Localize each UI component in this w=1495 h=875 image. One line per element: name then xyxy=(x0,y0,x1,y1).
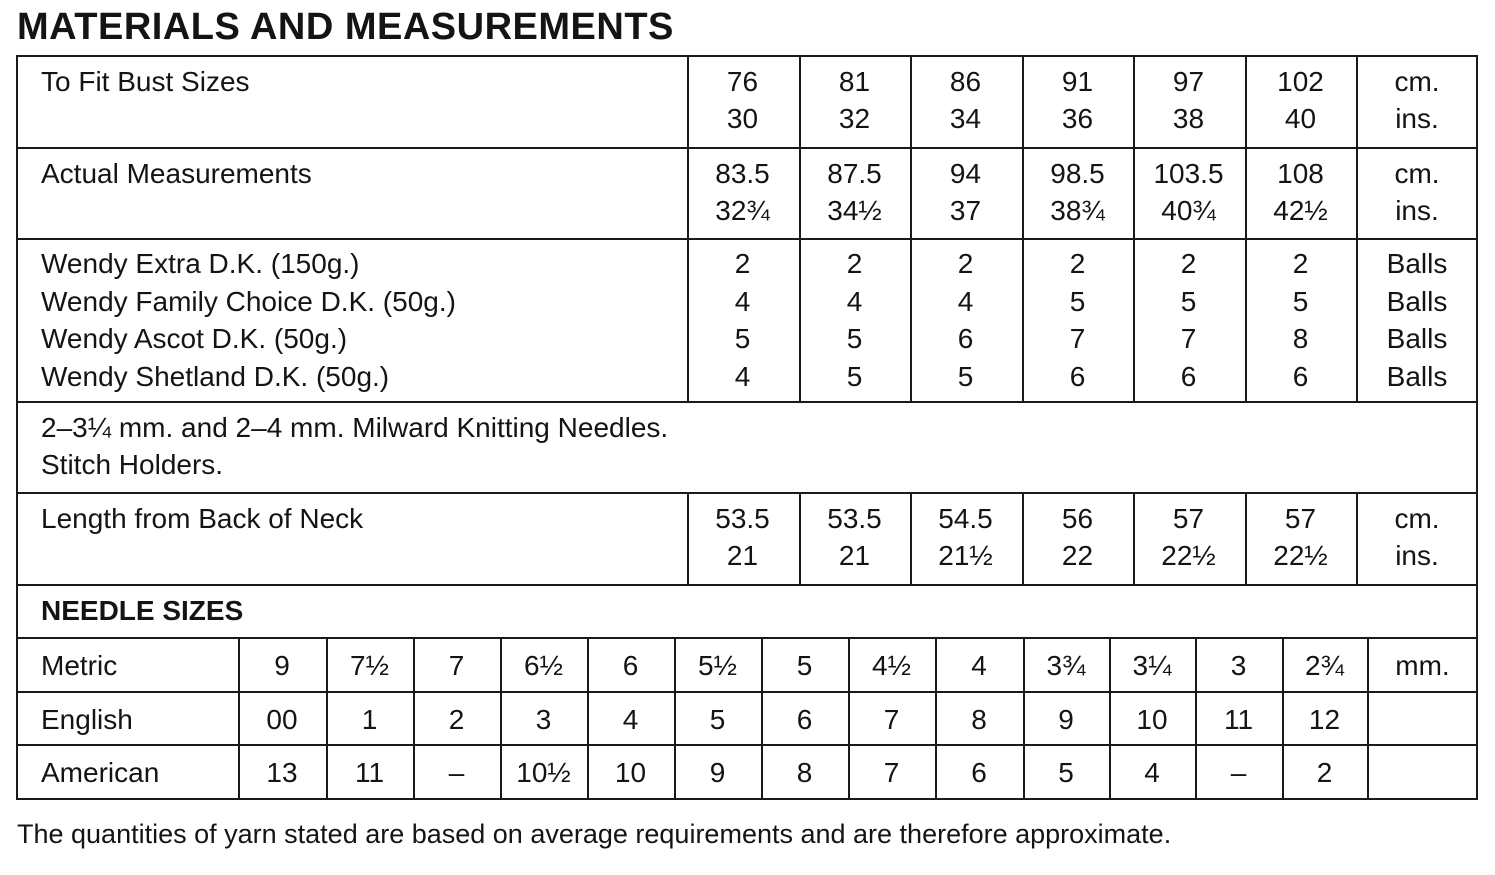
needle-size: 4 xyxy=(1144,757,1160,788)
row-divider xyxy=(18,691,1476,693)
needle-size: 13 xyxy=(266,757,298,788)
size-value: 86 xyxy=(949,66,982,97)
size-value: 83.5 xyxy=(715,158,770,189)
row-label: Actual Measurements xyxy=(41,158,312,189)
size-value: 81 xyxy=(838,66,871,97)
size-value: 37 xyxy=(949,195,982,226)
needle-size: 7 xyxy=(448,650,465,681)
size-value: 103.5 xyxy=(1153,158,1224,189)
size-value: 40 xyxy=(1284,103,1317,134)
row-divider xyxy=(18,492,1476,494)
size-value: 94 xyxy=(949,158,982,189)
size-value: 38 xyxy=(1172,103,1205,134)
yarn-quantity: 7 xyxy=(1069,323,1086,354)
length-value: 57 xyxy=(1172,503,1205,534)
row-divider xyxy=(18,401,1476,403)
row-divider xyxy=(18,744,1476,746)
yarn-quantity: 6 xyxy=(957,323,974,354)
size-value: 38¾ xyxy=(1050,195,1105,226)
needle-size: 3 xyxy=(535,703,552,735)
unit-label: Balls xyxy=(1386,323,1448,354)
yarn-quantity: 5 xyxy=(846,323,863,354)
yarn-quantity: 5 xyxy=(1069,285,1086,317)
length-value: 22 xyxy=(1061,540,1094,571)
page-title: MATERIALS AND MEASUREMENTS xyxy=(17,6,674,48)
row-label: Length from Back of Neck xyxy=(41,503,364,534)
needle-size: 8 xyxy=(796,757,813,788)
length-value: 21 xyxy=(726,540,759,571)
size-value: 102 xyxy=(1277,66,1324,97)
size-value: 34½ xyxy=(827,195,882,226)
length-value: 22½ xyxy=(1161,540,1216,571)
unit-label: Balls xyxy=(1386,285,1448,317)
yarn-quantity: 5 xyxy=(1180,285,1197,317)
size-value: 91 xyxy=(1061,66,1094,97)
needle-size: 9 xyxy=(274,650,290,681)
unit-label: cm. xyxy=(1394,66,1440,97)
needle-size: 9 xyxy=(1058,703,1074,735)
needle-size: 5½ xyxy=(698,650,737,681)
size-value: 36 xyxy=(1061,103,1094,134)
yarn-quantity: 4 xyxy=(846,285,863,317)
needle-size: 7 xyxy=(883,703,900,735)
yarn-quantity: 5 xyxy=(734,323,751,354)
materials-table xyxy=(16,55,1478,800)
length-value: 21½ xyxy=(938,540,993,571)
needle-size: 5 xyxy=(1058,757,1074,788)
yarn-quantity: 2 xyxy=(957,248,974,279)
needle-size: 1 xyxy=(361,703,378,735)
needle-size: 7½ xyxy=(350,650,389,681)
needle-size: 12 xyxy=(1308,703,1341,735)
yarn-quantity: 4 xyxy=(957,285,974,317)
length-value: 56 xyxy=(1061,503,1094,534)
unit-label: ins. xyxy=(1395,195,1439,226)
row-divider xyxy=(18,147,1476,149)
yarn-quantity: 2 xyxy=(1180,248,1197,279)
size-value: 87.5 xyxy=(827,158,882,189)
yarn-quantity: 8 xyxy=(1292,323,1309,354)
needle-size: 4 xyxy=(971,650,987,681)
yarn-label: Wendy Family Choice D.K. (50g.) xyxy=(41,285,456,317)
unit-label: Balls xyxy=(1386,360,1448,392)
needle-size: 8 xyxy=(971,703,987,735)
needle-size: 00 xyxy=(266,703,298,735)
size-value: 32¾ xyxy=(715,195,770,226)
notion-text: Stitch Holders. xyxy=(41,449,224,480)
needle-size: 11 xyxy=(1223,703,1254,735)
needle-size: 10 xyxy=(614,757,647,788)
yarn-quantity: 6 xyxy=(1069,360,1086,392)
needle-size: 6 xyxy=(971,757,987,788)
size-value: 97 xyxy=(1172,66,1205,97)
unit-label: mm. xyxy=(1395,650,1450,681)
needle-size: 3¾ xyxy=(1046,650,1086,681)
needle-size: 11 xyxy=(354,757,385,788)
footnote: The quantities of yarn stated are based on average requirements and are therefore approximate. xyxy=(17,819,1172,849)
size-value: 40¾ xyxy=(1161,195,1216,226)
size-value: 34 xyxy=(949,103,982,134)
needle-size: 10½ xyxy=(516,757,571,788)
row-divider xyxy=(18,584,1476,586)
length-value: 57 xyxy=(1284,503,1317,534)
size-value: 32 xyxy=(838,103,871,134)
needle-size: 7 xyxy=(883,757,900,788)
yarn-quantity: 6 xyxy=(1292,360,1309,392)
needle-row-label: American xyxy=(41,757,160,788)
yarn-quantity: 4 xyxy=(734,285,751,317)
needle-size: 3 xyxy=(1230,650,1247,681)
size-value: 30 xyxy=(726,103,759,134)
length-value: 54.5 xyxy=(938,503,993,534)
length-value: 21 xyxy=(838,540,871,571)
row-divider xyxy=(18,637,1476,639)
size-value: 108 xyxy=(1277,158,1324,189)
needle-row-label: Metric xyxy=(41,650,118,681)
yarn-label: Wendy Shetland D.K. (50g.) xyxy=(41,360,390,392)
unit-label: cm. xyxy=(1394,503,1440,534)
needle-size: 9 xyxy=(709,757,726,788)
length-value: 22½ xyxy=(1273,540,1328,571)
needle-size: 6½ xyxy=(524,650,563,681)
yarn-label: Wendy Extra D.K. (150g.) xyxy=(41,248,360,279)
yarn-quantity: 4 xyxy=(734,360,751,392)
yarn-quantity: 2 xyxy=(1292,248,1309,279)
row-label: To Fit Bust Sizes xyxy=(41,66,250,97)
needle-size: 3¼ xyxy=(1132,650,1172,681)
needle-size: 2 xyxy=(1316,757,1333,788)
needle-size: 10 xyxy=(1136,703,1168,735)
notion-text: 2–3¼ mm. and 2–4 mm. Milward Knitting Needles. xyxy=(41,412,669,443)
length-value: 53.5 xyxy=(827,503,882,534)
needle-size: 4 xyxy=(622,703,639,735)
yarn-quantity: 2 xyxy=(734,248,751,279)
unit-label: Balls xyxy=(1386,248,1448,279)
needle-row-label: English xyxy=(41,703,133,735)
yarn-quantity: 2 xyxy=(1069,248,1086,279)
size-value: 42½ xyxy=(1273,195,1328,226)
needle-size: – xyxy=(448,757,465,788)
needle-size: 5 xyxy=(709,703,726,735)
yarn-label: Wendy Ascot D.K. (50g.) xyxy=(41,323,348,354)
yarn-quantity: 7 xyxy=(1180,323,1197,354)
length-value: 53.5 xyxy=(715,503,770,534)
yarn-quantity: 5 xyxy=(957,360,974,392)
unit-label: ins. xyxy=(1395,540,1439,571)
unit-label: cm. xyxy=(1394,158,1440,189)
needle-size: 6 xyxy=(796,703,813,735)
needle-size: 4½ xyxy=(872,650,911,681)
yarn-quantity: 5 xyxy=(1292,285,1309,317)
needle-size: 6 xyxy=(622,650,639,681)
needle-size: – xyxy=(1230,757,1247,788)
yarn-quantity: 5 xyxy=(846,360,863,392)
needle-size: 2¾ xyxy=(1305,650,1344,681)
size-value: 76 xyxy=(726,66,759,97)
needle-size: 5 xyxy=(796,650,813,681)
size-value: 98.5 xyxy=(1050,158,1105,189)
row-divider xyxy=(18,238,1476,240)
needle-sizes-heading bold: NEEDLE SIZES xyxy=(41,595,244,626)
yarn-quantity: 2 xyxy=(846,248,863,279)
needle-size: 2 xyxy=(448,703,465,735)
yarn-quantity: 6 xyxy=(1180,360,1197,392)
unit-label: ins. xyxy=(1395,103,1439,134)
